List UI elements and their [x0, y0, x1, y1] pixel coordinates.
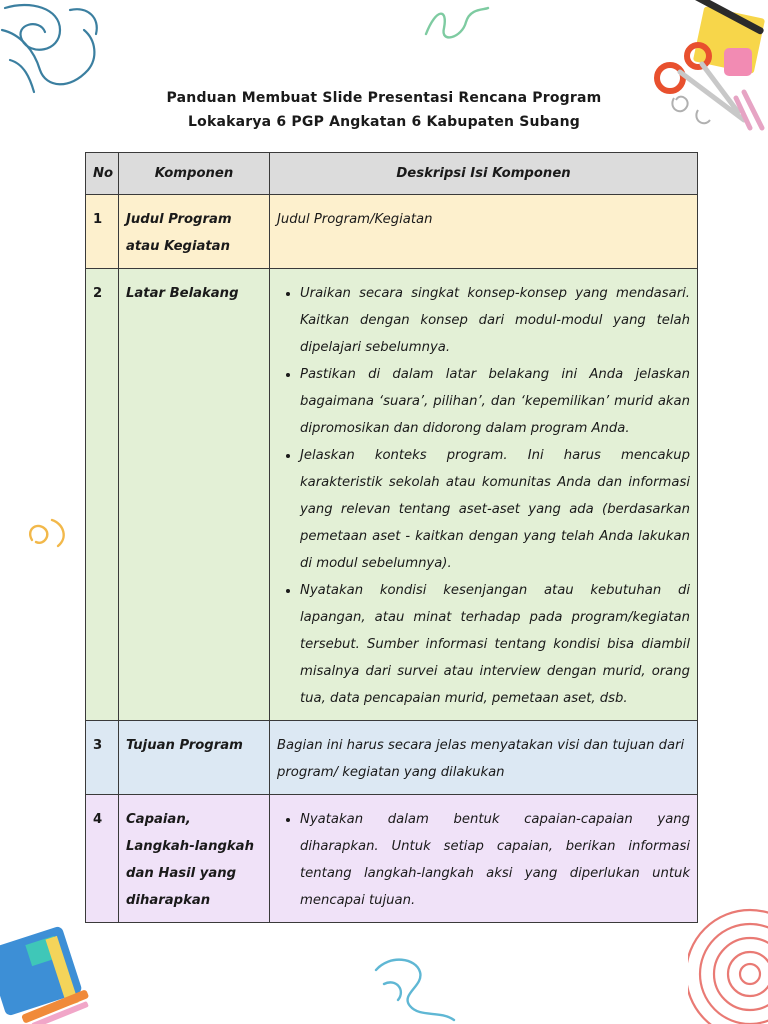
description-bullet-list	[277, 280, 690, 712]
row-description: Judul Program/Kegiatan	[270, 195, 698, 269]
row-number: 4	[86, 795, 119, 923]
squiggle-doodle-top	[422, 4, 492, 44]
title-line-1: Panduan Membuat Slide Presentasi Rencana Program	[166, 90, 602, 106]
table-header-row	[86, 153, 698, 195]
document-title	[0, 86, 768, 134]
books-illustration	[0, 916, 100, 1024]
row-component: Latar Belakang	[119, 269, 270, 721]
row-number: 1	[86, 195, 119, 269]
row-component: Capaian, Langkah-langkah dan Hasil yang diharapkan	[119, 795, 270, 923]
table-row	[86, 195, 698, 269]
row-number: 2	[86, 269, 119, 721]
curl-doodle-left	[22, 512, 72, 552]
description-bullet: • Jelaskan konteks program. Ini harus mencakup karakteristik sekolah atau komunitas Anda dan informasi yang relevan tentang aset-aset yang ada (berdasarkan pemetaan aset - kaitkan dengan yang telah Anda lakukan di modul sebelumnya).	[300, 442, 690, 577]
description-bullet: • Uraikan secara singkat konsep-konsep yang mendasari. Kaitkan dengan konsep dari modul-modul yang telah dipelajari sebelumnya.	[300, 280, 690, 361]
description-bullet: • Nyatakan kondisi kesenjangan atau kebutuhan di lapangan, atau minat terhadap pada program/kegiatan tersebut. Sumber informasi tentang kondisi bisa diambil misalnya dari survei atau interview dengan murid, orang tua, data pencapaian murid, pemetaan aset, dsb.	[300, 577, 690, 712]
row-number: 3	[86, 721, 119, 795]
description-bullet: • Pastikan di dalam latar belakang ini Anda jelaskan bagaimana ‘suara’, pilihan’, dan ‘kepemilikan’ murid akan dipromosikan dan didorong dalam program Anda.	[300, 361, 690, 442]
table-row	[86, 269, 698, 721]
row-description	[270, 269, 698, 721]
row-description: Bagian ini harus secara jelas menyatakan visi dan tujuan dari program/ kegiatan yang dilakukan	[270, 721, 698, 795]
description-bullet-list	[277, 806, 690, 914]
description-bullet: • Nyatakan dalam bentuk capaian-capaian yang diharapkan. Untuk setiap capaian, berikan informasi tentang langkah-langkah aksi yang diperlukan untuk mencapai tujuan.	[300, 806, 690, 914]
swirl-doodle-top-left	[0, 0, 110, 95]
header-component: Komponen	[119, 153, 270, 195]
row-component: Tujuan Program	[119, 721, 270, 795]
component-table	[85, 152, 698, 923]
table-row	[86, 795, 698, 923]
squiggle-doodle-bottom	[370, 950, 460, 1024]
header-no: No	[86, 153, 119, 195]
title-line-2: Lokakarya 6 PGP Angkatan 6 Kabupaten Subang	[188, 114, 580, 130]
spiral-doodle-bottom-right	[688, 902, 768, 1024]
row-description	[270, 795, 698, 923]
table-row	[86, 721, 698, 795]
row-component: Judul Program atau Kegiatan	[119, 195, 270, 269]
header-description: Deskripsi Isi Komponen	[270, 153, 698, 195]
